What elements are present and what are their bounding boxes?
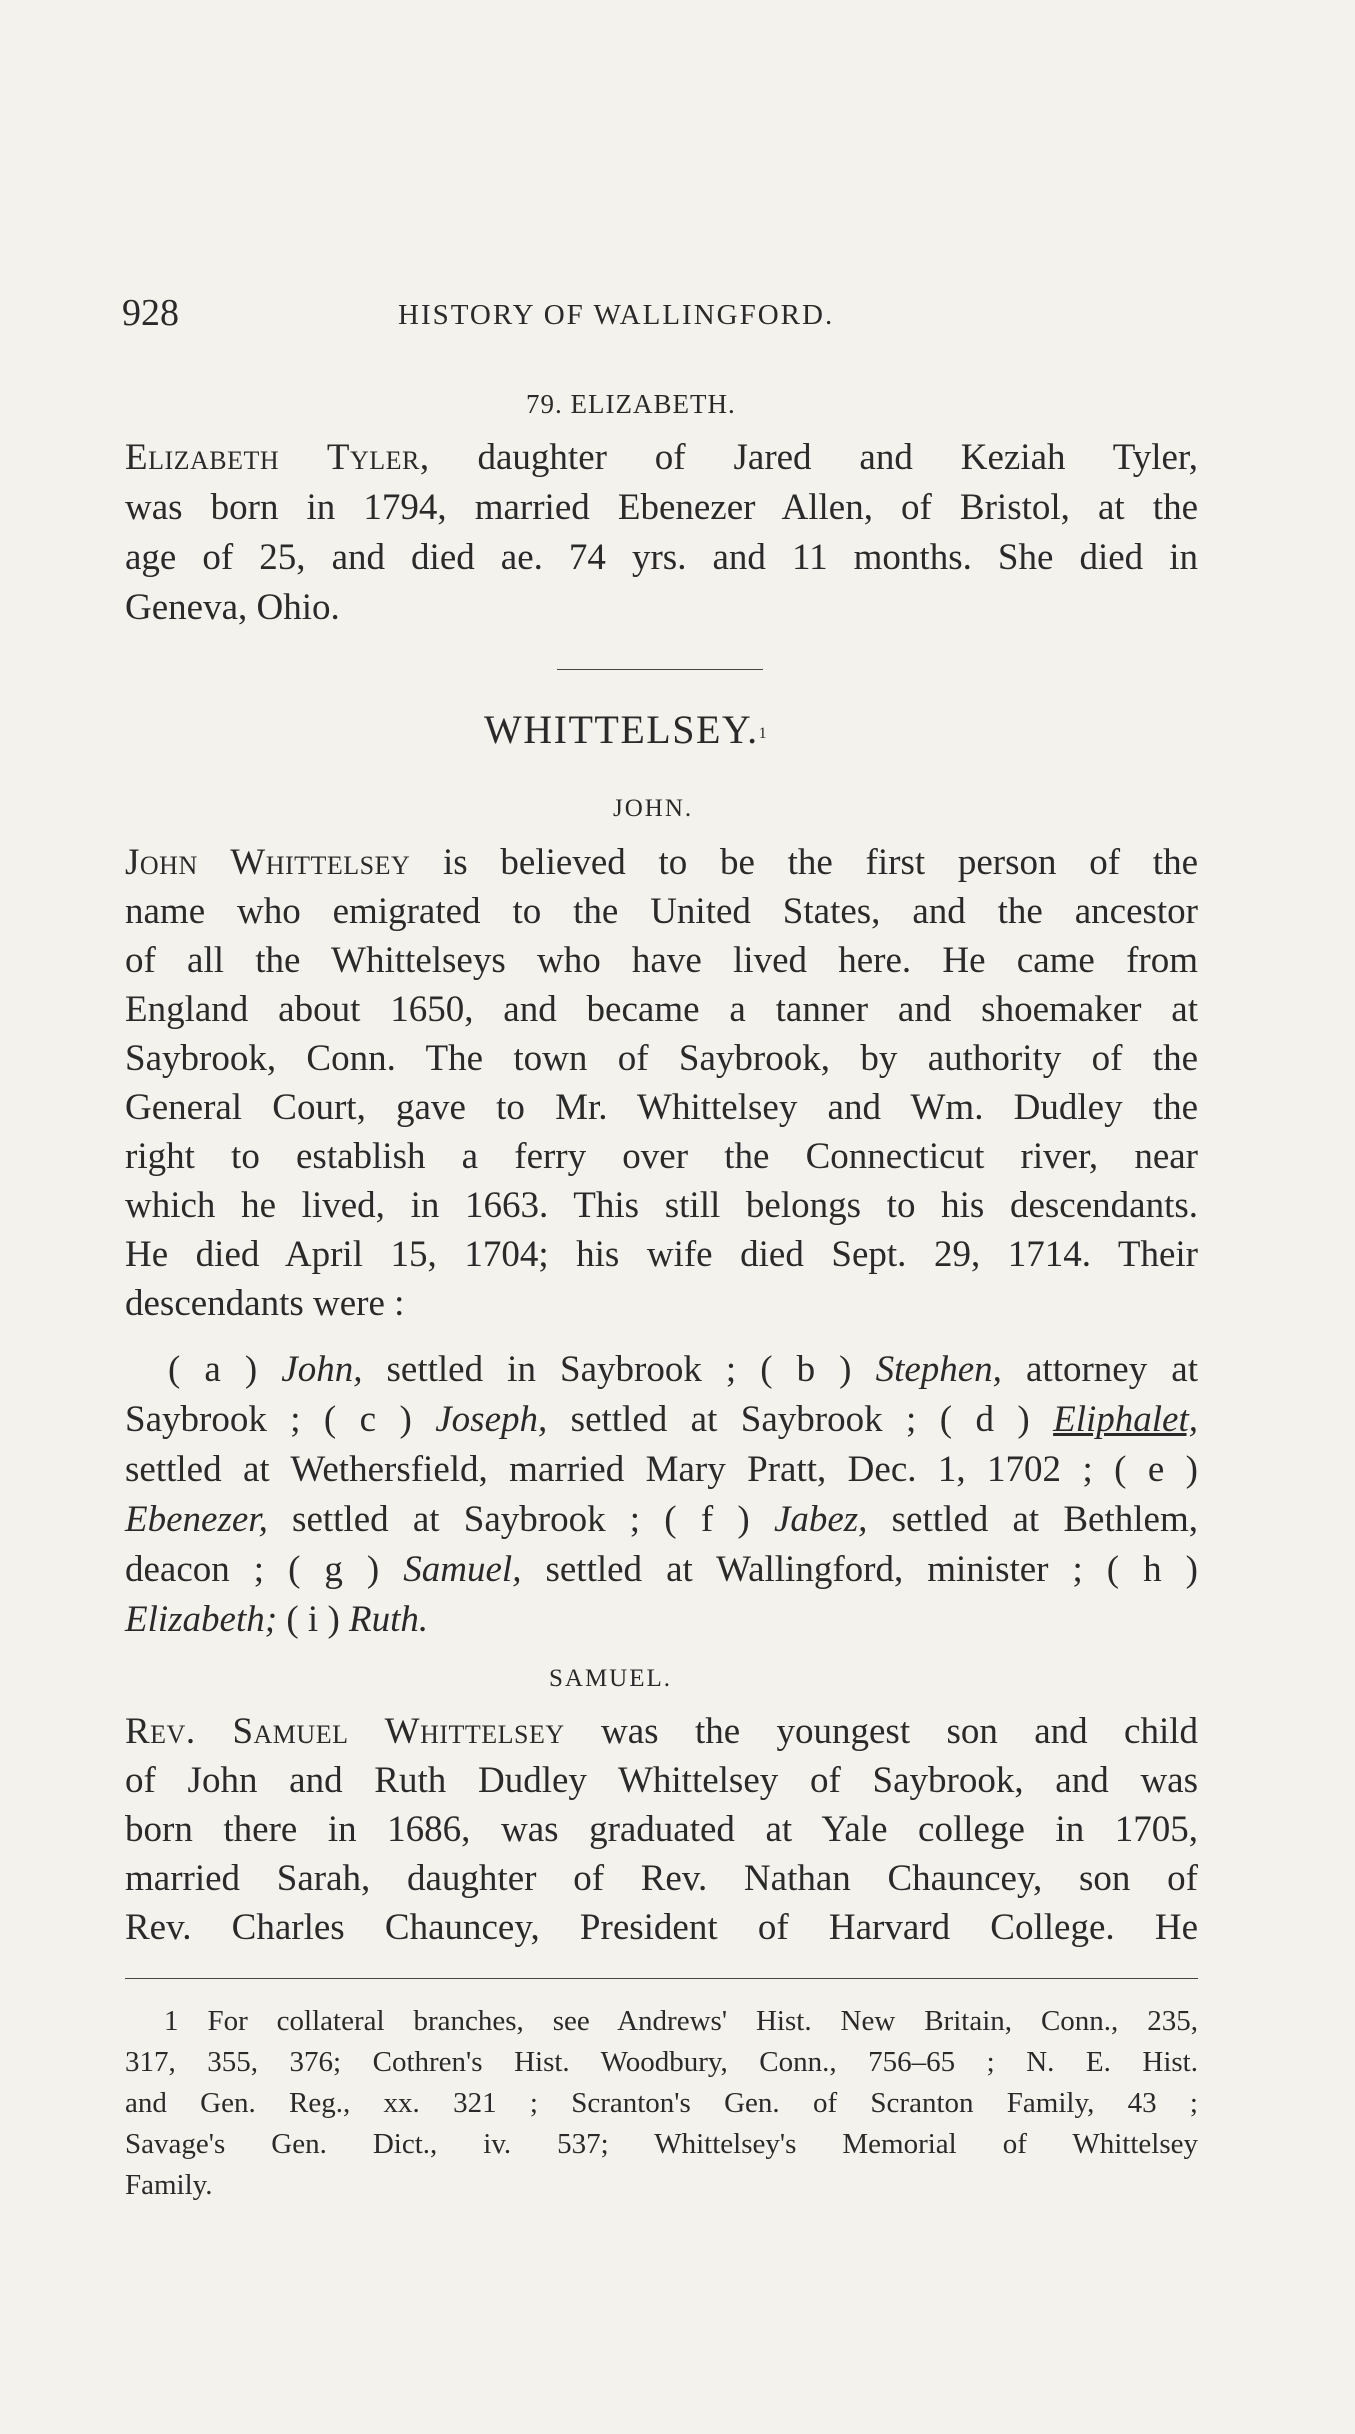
child-name: Eliphalet, (1053, 1399, 1199, 1440)
paragraph-line: right to establish a ferry over the Connecticut river, near (125, 1136, 1198, 1177)
text-span: settled at Saybrook ; ( d ) (547, 1399, 1054, 1440)
text-span: attorney at (1001, 1349, 1198, 1390)
person-name: Elizabeth Tyler, (125, 437, 430, 478)
text-span: ( a ) (168, 1349, 282, 1390)
footnote-line: and Gen. Reg., xx. 321 ; Scranton's Gen. of Scranton Family, 43 ; (125, 2087, 1198, 2119)
text-span: settled in Saybrook ; ( b ) (362, 1349, 876, 1390)
paragraph-line: Geneva, Ohio. (125, 587, 340, 628)
child-name: Joseph, (435, 1399, 548, 1440)
text-span: For collateral branches, see Andrews' Hist. New Britain, Conn., 235, (178, 2005, 1198, 2037)
children-line: settled at Wethersfield, married Mary Pratt, Dec. 1, 1702 ; ( e ) (125, 1449, 1198, 1490)
paragraph-line: England about 1650, and became a tanner and shoemaker at (125, 989, 1198, 1030)
paragraph-line: born there in 1686, was graduated at Yale college in 1705, (125, 1809, 1198, 1850)
section-heading-john: JOHN. (613, 795, 694, 822)
section-divider (557, 669, 763, 670)
child-name: Stephen, (875, 1349, 1002, 1390)
person-name: Rev. Samuel Whittelsey (125, 1711, 565, 1752)
running-title: HISTORY OF WALLINGFORD. (398, 299, 835, 331)
paragraph-line: name who emigrated to the United States, and the ancestor (125, 891, 1198, 932)
child-name: Samuel, (403, 1549, 522, 1590)
text-span: deacon ; ( g ) (125, 1549, 404, 1590)
footnote-line (164, 2004, 1198, 2038)
text-span: settled at Bethlem, (867, 1499, 1198, 1540)
footnote-mark: 1 (164, 2005, 179, 2037)
footnote-divider (125, 1978, 1198, 1979)
child-name: Jabez, (773, 1499, 868, 1540)
paragraph-line: He died April 15, 1704; his wife died Sept. 29, 1714. Their (125, 1234, 1198, 1275)
paragraph-line: of all the Whittelseys who have lived here. He came from (125, 940, 1198, 981)
section-heading-elizabeth: 79. ELIZABETH. (526, 389, 736, 419)
children-line (125, 1498, 1198, 1542)
children-line (125, 1398, 1198, 1442)
paragraph-line: Rev. Charles Chauncey, President of Harvard College. He (125, 1907, 1198, 1948)
text-span: settled at Wallingford, minister ; ( h ) (521, 1549, 1198, 1590)
paragraph-line: was born in 1794, married Ebenezer Allen, of Bristol, at the (125, 487, 1198, 528)
footnote-line: Family. (125, 2169, 213, 2201)
paragraph-line: General Court, gave to Mr. Whittelsey and Wm. Dudley the (125, 1087, 1198, 1128)
person-name: John Whittelsey (125, 842, 411, 883)
paragraph-line: of John and Ruth Dudley Whittelsey of Saybrook, and was (125, 1760, 1198, 1801)
paragraph-line (125, 841, 1198, 885)
paragraph-line (125, 436, 1198, 480)
child-name: John, (281, 1349, 363, 1390)
child-name: Ruth. (349, 1599, 429, 1640)
text-span: is believed to be the first person of the (410, 842, 1198, 883)
child-name: Ebenezer, (125, 1499, 268, 1540)
footnote-reference: 1 (758, 725, 769, 742)
section-heading-samuel: SAMUEL. (549, 1665, 673, 1692)
page-number: 928 (122, 292, 179, 334)
children-line (125, 1548, 1198, 1592)
text-span: settled at Saybrook ; ( f ) (267, 1499, 774, 1540)
paragraph-line (125, 1710, 1198, 1754)
children-line (168, 1348, 1198, 1392)
text-span: daughter of Jared and Keziah Tyler, (429, 437, 1198, 478)
footnote-line: 317, 355, 376; Cothren's Hist. Woodbury, Conn., 756–65 ; N. E. Hist. (125, 2046, 1198, 2078)
family-title-text: WHITTELSEY. (484, 707, 759, 752)
paragraph-line: age of 25, and died ae. 74 yrs. and 11 months. She died in (125, 537, 1198, 578)
family-title (484, 706, 768, 754)
text-span: ( i ) (277, 1599, 350, 1640)
text-span: was the youngest son and child (564, 1711, 1198, 1752)
paragraph-line: which he lived, in 1663. This still belongs to his descendants. (125, 1185, 1198, 1226)
paragraph-line: descendants were : (125, 1283, 405, 1324)
paragraph-line: married Sarah, daughter of Rev. Nathan Chauncey, son of (125, 1858, 1198, 1899)
paragraph-line: Saybrook, Conn. The town of Saybrook, by authority of the (125, 1038, 1198, 1079)
text-span: Saybrook ; ( c ) (125, 1399, 436, 1440)
footnote-line: Savage's Gen. Dict., iv. 537; Whittelsey's Memorial of Whittelsey (125, 2128, 1198, 2160)
children-line (125, 1598, 1198, 1642)
child-name: Elizabeth; (125, 1599, 278, 1640)
